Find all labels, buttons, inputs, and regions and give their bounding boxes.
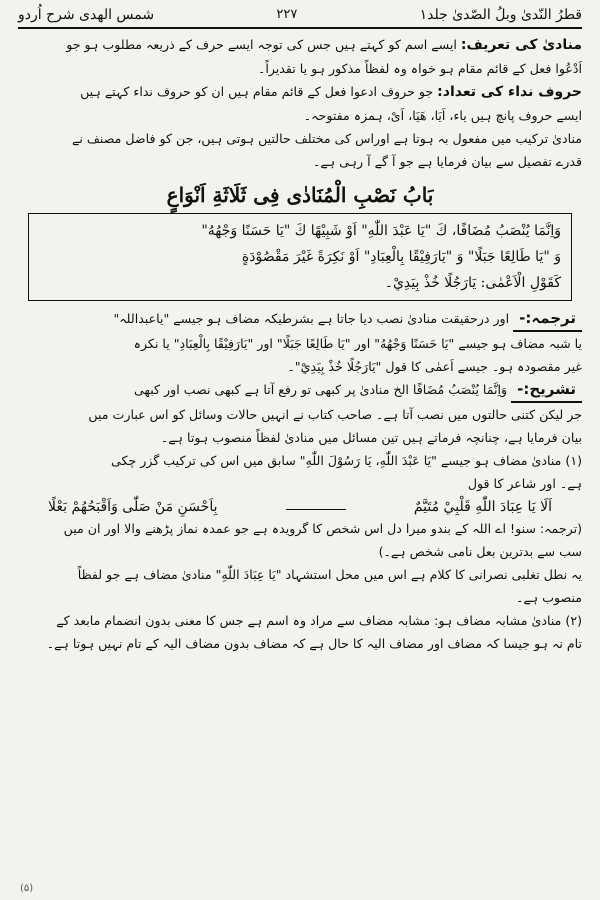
commentary-line-1: وَاِنَّمَا يُنْصَبُ مُضَافًا الخ منادیٰ پر کبھی تو رفع آتا ہے کبھی نصب اور کبھی bbox=[133, 382, 508, 397]
poem-translation-line-2: سب سے بدترین بعل نامی شخص ہے۔) bbox=[378, 544, 582, 559]
poem-hemistich-left: بِاَحْسَنِ مَنْ صَلّٰى وَاَقْبَحُهُمْ بَعْلًا bbox=[48, 499, 218, 515]
translation-line-3: غیر مقصودہ ہو۔ جیسے اَعمٰی کا قول "يَارَجُلًا خُذْ بِيَدِيْ"۔ bbox=[287, 359, 582, 374]
definition-paragraph bbox=[18, 33, 582, 80]
poem-translation-line-6: تام نہ ہو جیسا کہ مضاف اور مضاف الیہ کا حال ہے کہ مضاف بدون مضاف الیہ کے تام نہیں ہوتا ہے۔ bbox=[46, 636, 582, 651]
commentary-line-2: جر لیکن کتنی حالتوں میں نصب آتا ہے۔ صاحب کتاب نے انہیں حالات وسائل کو اس عبارت میں bbox=[88, 407, 582, 422]
header-left-title: شمس الهدی شرح اُردو bbox=[18, 7, 155, 23]
chapter-heading: بَابُ نَصْبِ الْمُنَادٰی فِی ثَلَاثَةِ اَنْوَاعٍ bbox=[166, 183, 434, 207]
commentary-label: تشریح:- bbox=[511, 378, 582, 403]
poem-translation-line-1: (ترجمہ: سنو! اے اللہ کے بندو میرا دل اس شخص کا گرویدہ ہے جو عمدہ نماز پڑھنے والا اور ان میں bbox=[63, 521, 582, 536]
header-divider bbox=[18, 27, 582, 29]
poem-verse bbox=[48, 499, 552, 515]
arabic-text-box bbox=[28, 213, 572, 301]
page-header bbox=[18, 6, 582, 24]
vocative-line-4: قدرے تفصیل سے بیان فرمایا ہے جو آ گے آ رہی ہے۔ bbox=[313, 154, 582, 169]
commentary-paragraph bbox=[18, 378, 582, 495]
definition-term: منادیٰ کی تعریف: bbox=[460, 37, 582, 53]
poem-translation-paragraph bbox=[18, 517, 582, 655]
vocative-line-3: منادیٰ ترکیب میں مفعول بہ ہوتا ہے اوراس کی مختلف حالتیں ہوتی ہیں، جن کو فاضل مصنف نے bbox=[72, 131, 582, 146]
commentary-line-4: (۱) منادیٰ مضاف ہو جیسے "يَا عَبْدَ اللّٰهِ، يَا رَسُوْلَ اللّٰهِ" سابق میں اس کی ترکیب گزر چکی bbox=[111, 453, 582, 468]
vocative-count-paragraph bbox=[18, 80, 582, 173]
arabic-line-1: وَاِنَّمَا يُنْصَبُ مُضَافًا، كَ "يَا عَبْدَ اللّٰهِ" اَوْ شَبِيْهًا كَ "يَا حَسَنًا وَجْهُهُ" bbox=[201, 223, 561, 239]
arabic-line-3: كَقَوْلِ الْاَعْمٰى: يَارَجُلًا خُذْ بِيَدِيْ۔ bbox=[384, 275, 561, 291]
arabic-line-2: وَ "يَا طَالِعًا جَبَلًا" وَ "يَارَفِيْقًا بِالْعِبَادِ" اَوْ نَكِرَةً غَيْرَ مَقْصُوْدَةٍ bbox=[241, 249, 561, 265]
commentary-line-5: ہے۔ اور شاعر کا قول bbox=[467, 476, 582, 491]
page-number: ۲۲۷ bbox=[276, 7, 298, 22]
vocative-count-term: حروف نداء کی تعداد: bbox=[437, 84, 582, 100]
poem-translation-line-5: (۲) منادیٰ مشابہ مضاف ہو: مشابہ مضاف سے مراد وہ اسم ہے جس کا معنی بدون انضمام مابعد کے bbox=[56, 613, 582, 628]
poem-separator bbox=[286, 499, 346, 510]
definition-line-1: ایسے اسم کو کہتے ہیں جس کی توجہ ایسے حرف کے ذریعہ مطلوب ہو جو bbox=[66, 37, 457, 52]
vocative-line-2: ایسے حروف پانچ ہیں یاء، اَیَا، ھَیَا، اَیْ، ہمزہ مفتوحہ۔ bbox=[303, 108, 582, 123]
poem-hemistich-right: اَلَا يَا عِبَادَ اللّٰهِ قَلْبِيْ مُتَيَّمٌ bbox=[413, 499, 552, 515]
translation-line-1: اور درحقیقت منادیٰ نصب دیا جاتا ہے بشرطیکہ مضاف ہو جیسے "یاعبداللہ" bbox=[113, 311, 510, 326]
definition-line-2: اَدْعُوا فعل کے قائم مقام ہو خواہ وہ لفظاً مذکور ہو یا تقدیراً۔ bbox=[257, 61, 582, 76]
vocative-line-1: جو حروف ادعوا فعل کے قائم مقام ہیں ان کو حروف نداء کہتے ہیں bbox=[80, 84, 434, 99]
header-right-title: قطرُ النّدیٰ وبلُ الصّدیٰ جلد۱ bbox=[419, 7, 582, 23]
commentary-line-3: بیان فرمایا ہے، چنانچہ فرماتے ہیں تین مسائل میں منادیٰ لفظاً منصوب ہوتا ہے۔ bbox=[160, 430, 582, 445]
footer-mark: (۵) bbox=[20, 883, 34, 894]
poem-translation-line-3: یہ نطل تغلبی نصرانی کا کلام ہے اس میں محل استشہاد "يَا عِبَادَ اللّٰهِ" منادیٰ مضاف ہے جو لفظاً bbox=[77, 567, 582, 582]
translation-line-2: یا شبہ مضاف ہو جیسے "يَا حَسَنًا وَجْهُهُ" اور "يَا طَالِعًا جَبَلًا" اور "يَارَفِيْقًا بِالْعِبَادِ" یا نکرہ bbox=[133, 336, 582, 351]
poem-translation-line-4: منصوب ہے۔ bbox=[516, 590, 582, 605]
translation-paragraph bbox=[18, 307, 582, 378]
translation-label: ترجمہ:- bbox=[513, 307, 582, 332]
